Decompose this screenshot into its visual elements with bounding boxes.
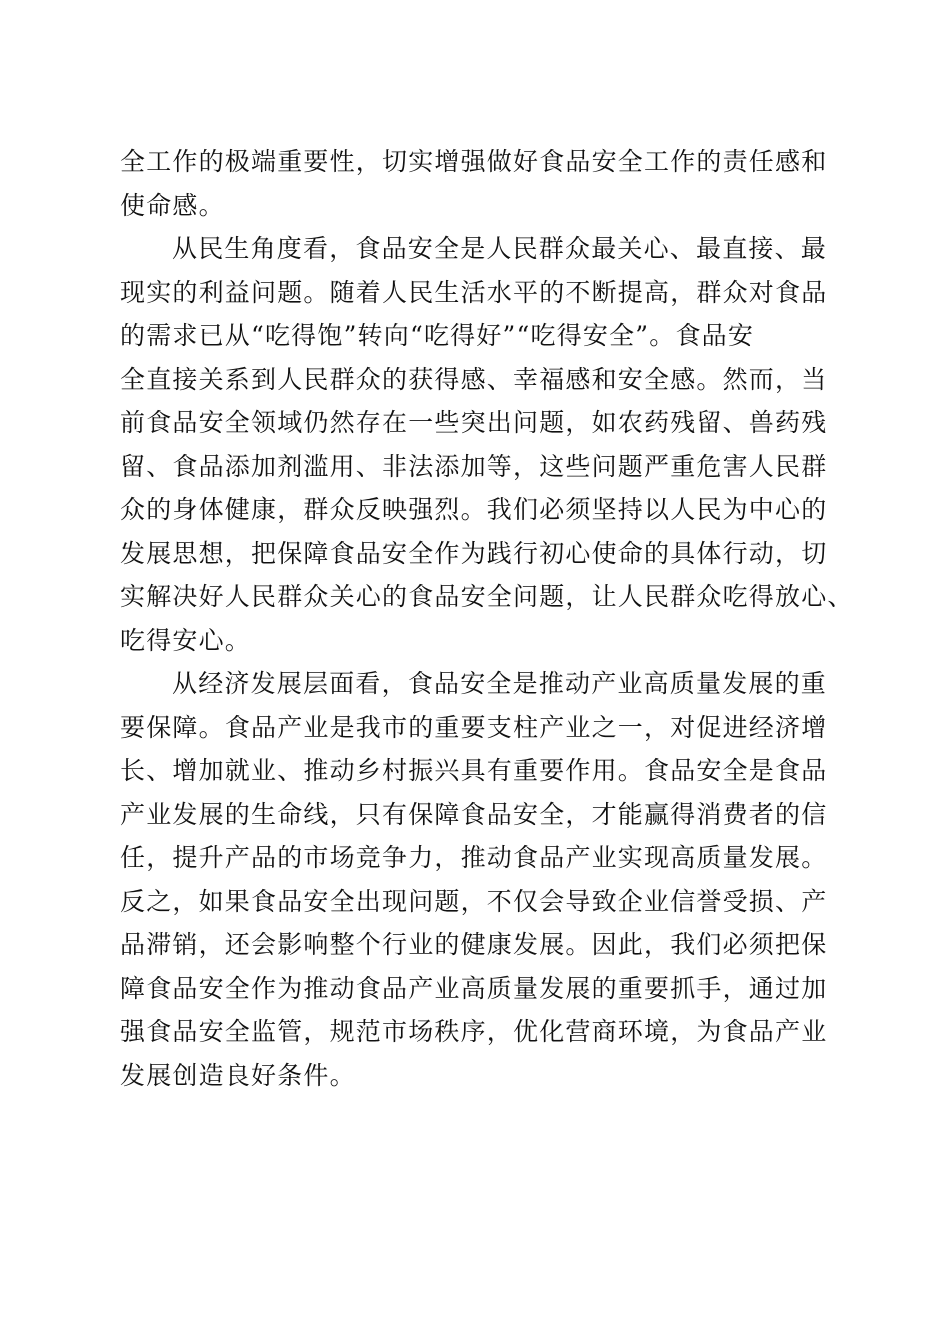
text-line: 从民生角度看，食品安全是人民群众最关心、最直接、最 (172, 234, 828, 263)
text-line: 使命感。 (120, 190, 225, 220)
text-line: 众的身体健康，群众反映强烈。我们必须坚持以人民为中心的 (120, 495, 828, 524)
text-line: 要保障。食品产业是我市的重要支柱产业之一，对促进经济增 (120, 712, 828, 742)
text-line: 发展思想，把保障食品安全作为践行初心使命的具体行动，切 (120, 538, 828, 568)
text-line: 全工作的极端重要性，切实增强做好食品安全工作的责任感和 (120, 147, 828, 176)
text-line: 全直接关系到人民群众的获得感、幸福感和安全感。然而，当 (120, 364, 828, 394)
document-body (120, 140, 854, 1097)
text-line: 强食品安全监管，规范市场秩序，优化营商环境，为食品产业 (120, 1017, 828, 1046)
text-line: 品滞销，还会影响整个行业的健康发展。因此，我们必须把保 (120, 930, 828, 959)
text-line: 前食品安全领域仍然存在一些突出问题，如农药残留、兽药残 (120, 408, 828, 437)
paragraph-3 (120, 662, 832, 1097)
text-line: 吃得安心。 (120, 625, 252, 655)
text-line: 任，提升产品的市场竞争力，推动食品产业实现高质量发展。 (120, 843, 828, 872)
text-line: 长、增加就业、推动乡村振兴具有重要作用。食品安全是食品 (120, 756, 828, 785)
text-line: 实解决好人民群众关心的食品安全问题，让人民群众吃得放心、 (120, 582, 854, 611)
text-line: 的需求已从“吃得饱”转向“吃得好”“吃得安全”。食品安 (120, 321, 755, 350)
text-line: 障食品安全作为推动食品产业高质量发展的重要抓手，通过加 (120, 973, 828, 1003)
text-line: 现实的利益问题。随着人民生活水平的不断提高，群众对食品 (120, 277, 828, 307)
paragraph-1 (120, 140, 832, 227)
text-line: 留、食品添加剂滥用、非法添加等，这些问题严重危害人民群 (120, 451, 828, 481)
text-line: 从经济发展层面看，食品安全是推动产业高质量发展的重 (172, 669, 828, 698)
text-line: 发展创造良好条件。 (120, 1060, 356, 1090)
text-line: 产业发展的生命线，只有保障食品安全，才能赢得消费者的信 (120, 799, 828, 829)
paragraph-2 (120, 227, 854, 662)
text-line: 反之，如果食品安全出现问题，不仅会导致企业信誉受损、产 (120, 886, 828, 916)
